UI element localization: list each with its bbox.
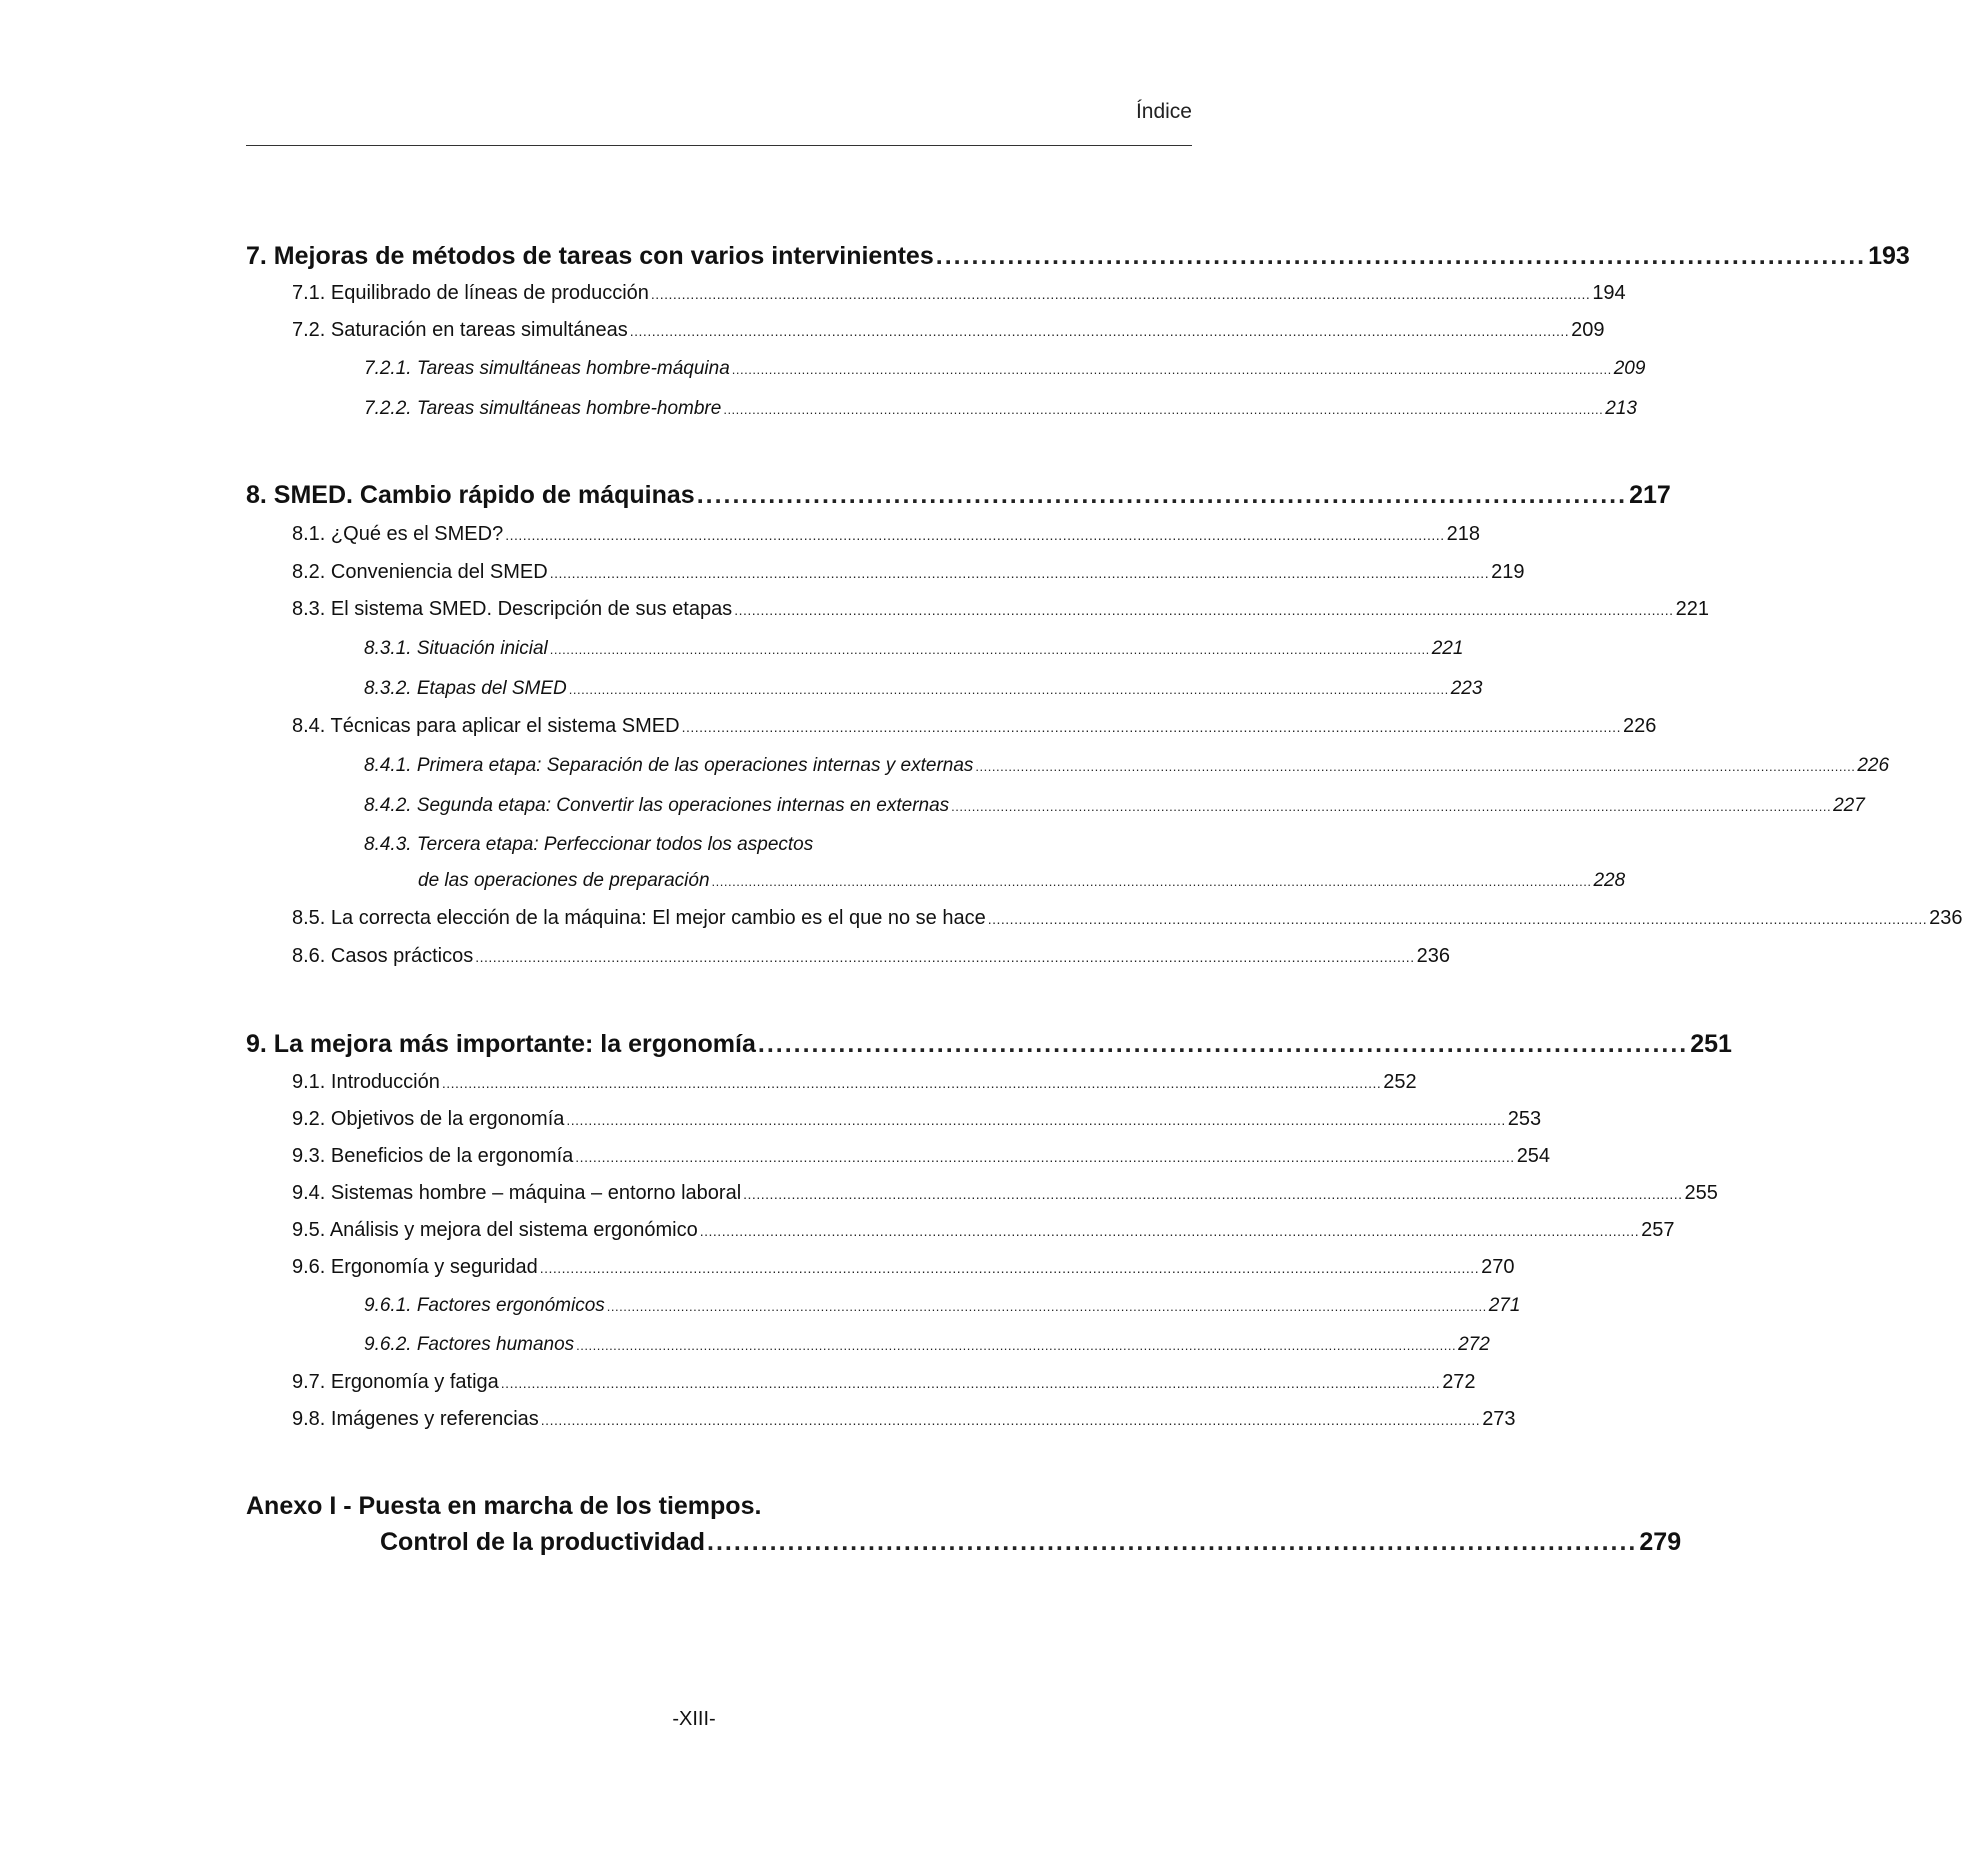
toc-entry-8-3-1[interactable] [364, 638, 1464, 660]
toc-page-number: 271 [1488, 1295, 1521, 1316]
leader-dots: ...................................................................................................................................................................................................................... [539, 1260, 1480, 1276]
header-rule [246, 145, 1192, 146]
toc-chapter-9[interactable] [246, 1030, 1732, 1059]
leader-dots: ........................................................................................................ [757, 1030, 1689, 1058]
toc-entry-label: 8.2. Conveniencia del SMED [292, 561, 548, 583]
toc-chapter-8[interactable] [246, 481, 1671, 510]
toc-chapter-label: 8. SMED. Cambio rápido de máquinas [246, 481, 695, 509]
leader-dots: ........................................................................................................ [707, 1528, 1638, 1556]
toc-page-number: 253 [1507, 1108, 1542, 1130]
leader-dots: ...................................................................................................................................................................................................................... [566, 1112, 1506, 1128]
leader-dots: ...................................................................................................................................................................................................................... [505, 527, 1445, 543]
toc-entry-label: 8.4.1. Primera etapa: Separación de las operaciones internas y externas [364, 755, 974, 776]
toc-chapter-label: 9. La mejora más importante: la ergonomía [246, 1030, 756, 1058]
toc-entry-7-2-1[interactable] [364, 358, 1646, 380]
toc-entry-8-5[interactable] [292, 907, 1963, 930]
toc-entry-label: 9.4. Sistemas hombre – máquina – entorno laboral [292, 1182, 742, 1204]
toc-entry-label: 8.1. ¿Qué es el SMED? [292, 523, 504, 545]
toc-entry-label: 7.2. Saturación en tareas simultáneas [292, 319, 628, 341]
toc-page-number: 209 [1571, 319, 1605, 341]
toc-page-number: 236 [1416, 945, 1450, 967]
toc-entry-8-1[interactable] [292, 523, 1480, 546]
toc-entry-8-2[interactable] [292, 561, 1525, 584]
toc-page-number: 236 [1929, 907, 1963, 929]
toc-entry-label: 9.8. Imágenes y referencias [292, 1408, 539, 1430]
toc-entry-label: 8.5. La correcta elección de la máquina: El mejor cambio es el que no se hace [292, 907, 986, 929]
toc-entry-8-4-3-line1[interactable]: 8.4.3. Tercera etapa: Perfeccionar todos los aspectos [364, 834, 814, 855]
leader-dots: ...................................................................................................................................................................................................................... [576, 1338, 1457, 1353]
leader-dots: ...................................................................................................................................................................................................................... [699, 1223, 1640, 1239]
toc-chapter-label: Control de la productividad [380, 1528, 706, 1556]
toc-entry-9-6-2[interactable] [364, 1334, 1490, 1356]
toc-entry-label: 9.6.2. Factores humanos [364, 1334, 575, 1355]
toc-entry-8-4-1[interactable] [364, 755, 1890, 777]
toc-entry-label: 8.6. Casos prácticos [292, 945, 474, 967]
toc-annex-line1[interactable]: Anexo I - Puesta en marcha de los tiempos. [246, 1492, 762, 1520]
toc-entry-7-1[interactable] [292, 282, 1626, 305]
leader-dots: ...................................................................................................................................................................................................................... [743, 1186, 1683, 1202]
toc-page-number: 223 [1450, 678, 1483, 699]
toc-entry-8-4-3[interactable] [418, 870, 1626, 892]
toc-chapter-label: 7. Mejoras de métodos de tareas con varios intervinientes [246, 242, 934, 270]
toc-chapter-7[interactable] [246, 242, 1910, 271]
toc-page-number: 279 [1639, 1528, 1682, 1556]
toc-page-number: 209 [1613, 358, 1646, 379]
leader-dots: ...................................................................................................................................................................................................................... [606, 1299, 1487, 1314]
leader-dots: ...................................................................................................................................................................................................................... [549, 565, 1490, 581]
toc-entry-label: 9.7. Ergonomía y fatiga [292, 1371, 499, 1393]
leader-dots: ...................................................................................................................................................................................................................... [734, 602, 1674, 618]
toc-entry-label: 9.5. Análisis y mejora del sistema ergonómico [292, 1219, 698, 1241]
toc-entry-9-5[interactable] [292, 1219, 1675, 1242]
leader-dots: ........................................................................................................ [935, 242, 1867, 270]
page-number-footer: -XIII- [672, 1708, 716, 1730]
leader-dots: ........................................................................................................ [696, 481, 1628, 509]
leader-dots: ...................................................................................................................................................................................................................... [731, 362, 1612, 377]
leader-dots: ...................................................................................................................................................................................................................... [540, 1412, 1481, 1428]
toc-page-number: 272 [1442, 1371, 1476, 1393]
toc-page-number: 255 [1684, 1182, 1718, 1204]
toc-entry-label: 9.3. Beneficios de la ergonomía [292, 1145, 574, 1167]
toc-annex-1[interactable] [380, 1528, 1682, 1557]
leader-dots: ...................................................................................................................................................................................................................... [441, 1075, 1382, 1091]
toc-page-number: 226 [1857, 755, 1890, 776]
leader-dots: ...................................................................................................................................................................................................................... [475, 949, 1415, 965]
leader-dots: ...................................................................................................................................................................................................................... [681, 719, 1621, 735]
leader-dots: ...................................................................................................................................................................................................................... [575, 1149, 1515, 1165]
toc-page-number: 254 [1516, 1145, 1551, 1167]
leader-dots: ...................................................................................................................................................................................................................... [500, 1375, 1441, 1391]
toc-entry-9-4[interactable] [292, 1182, 1718, 1205]
toc-entry-label: 7.1. Equilibrado de líneas de producción [292, 282, 649, 304]
toc-entry-label: 9.1. Introducción [292, 1071, 440, 1093]
toc-page-number: 252 [1383, 1071, 1417, 1093]
toc-page-number: 193 [1868, 242, 1910, 270]
toc-page-number: 221 [1431, 638, 1464, 659]
leader-dots: ...................................................................................................................................................................................................................... [987, 911, 1928, 927]
toc-entry-9-3[interactable] [292, 1145, 1551, 1168]
toc-entry-8-4[interactable] [292, 715, 1657, 738]
toc-entry-7-2-2[interactable] [364, 398, 1637, 420]
toc-entry-9-7[interactable] [292, 1371, 1476, 1394]
leader-dots: ...................................................................................................................................................................................................................... [629, 323, 1570, 339]
toc-page-number: 257 [1641, 1219, 1675, 1241]
toc-entry-7-2[interactable] [292, 319, 1605, 342]
toc-entry-9-1[interactable] [292, 1071, 1417, 1094]
toc-page-number: 273 [1482, 1408, 1516, 1430]
toc-entry-9-6-1[interactable] [364, 1295, 1521, 1317]
toc-entry-8-6[interactable] [292, 945, 1450, 968]
toc-page-number: 270 [1481, 1256, 1515, 1278]
toc-entry-label: 8.3.1. Situación inicial [364, 638, 548, 659]
toc-entry-label: 7.2.1. Tareas simultáneas hombre-máquina [364, 358, 730, 379]
toc-entry-label: 8.4. Técnicas para aplicar el sistema SMED [292, 715, 680, 737]
toc-entry-label: de las operaciones de preparación [418, 870, 710, 891]
toc-entry-label: 7.2.2. Tareas simultáneas hombre-hombre [364, 398, 722, 419]
toc-page-number: 226 [1622, 715, 1657, 737]
toc-page-number: 272 [1458, 1334, 1490, 1355]
toc-entry-label: 9.6. Ergonomía y seguridad [292, 1256, 538, 1278]
leader-dots: ...................................................................................................................................................................................................................... [975, 759, 1856, 774]
toc-page-number: 221 [1675, 598, 1709, 620]
leader-dots: ...................................................................................................................................................................................................................... [650, 286, 1591, 302]
toc-page-number: 218 [1446, 523, 1480, 545]
toc-page-number: 227 [1833, 795, 1865, 816]
leader-dots: ...................................................................................................................................................................................................................... [711, 874, 1592, 889]
toc-entry-label: 8.3.2. Etapas del SMED [364, 678, 567, 699]
toc-entry-9-8[interactable] [292, 1408, 1516, 1431]
toc-entry-8-3[interactable] [292, 598, 1709, 621]
toc-page-number: 217 [1629, 481, 1671, 509]
toc-page-number: 213 [1605, 398, 1637, 419]
toc-entry-9-6[interactable] [292, 1256, 1515, 1279]
toc-entry-label: 8.4.2. Segunda etapa: Convertir las operaciones internas en externas [364, 795, 950, 816]
toc-page-number: 194 [1592, 282, 1626, 304]
running-header-title: Índice [1135, 100, 1192, 123]
leader-dots: ...................................................................................................................................................................................................................... [568, 682, 1449, 697]
leader-dots: ...................................................................................................................................................................................................................... [723, 402, 1604, 417]
toc-entry-label: 8.3. El sistema SMED. Descripción de sus etapas [292, 598, 733, 620]
toc-page-number: 219 [1491, 561, 1525, 583]
leader-dots: ...................................................................................................................................................................................................................... [549, 642, 1430, 657]
leader-dots: ...................................................................................................................................................................................................................... [951, 799, 1832, 814]
toc-entry-label: 9.2. Objetivos de la ergonomía [292, 1108, 565, 1130]
toc-entry-8-4-2[interactable] [364, 795, 1865, 817]
toc-page-number: 251 [1690, 1030, 1732, 1058]
toc-entry-8-3-2[interactable] [364, 678, 1483, 700]
toc-page-number: 228 [1593, 870, 1626, 891]
toc-entry-9-2[interactable] [292, 1108, 1542, 1131]
toc-entry-label: 9.6.1. Factores ergonómicos [364, 1295, 605, 1316]
